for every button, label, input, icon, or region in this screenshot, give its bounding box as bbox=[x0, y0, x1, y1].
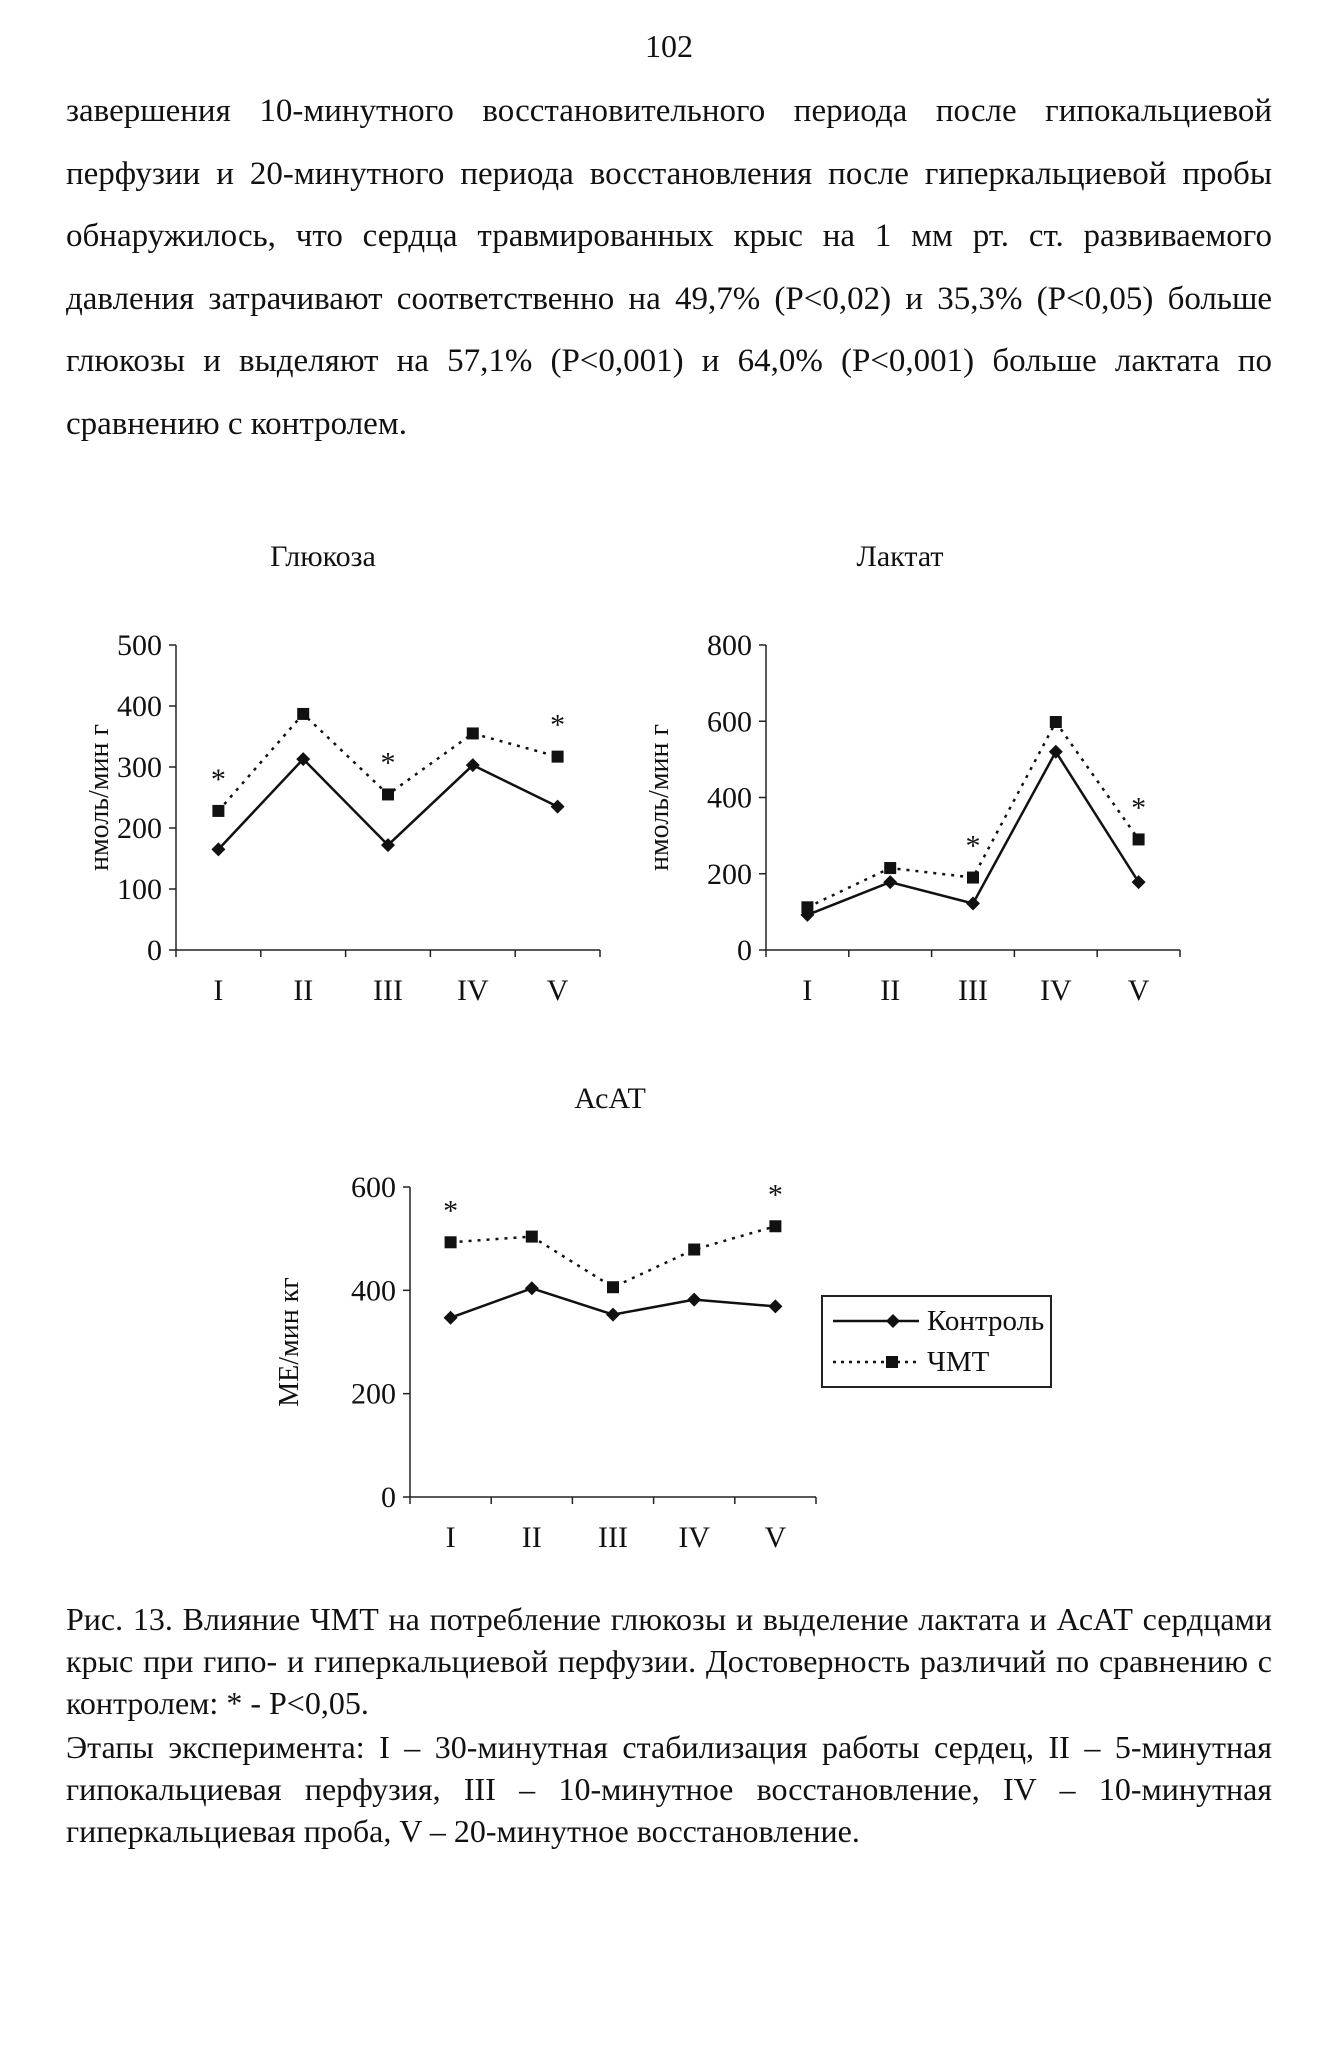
x-tick-label: IV bbox=[1039, 974, 1072, 1007]
x-tick-label: II bbox=[880, 974, 901, 1007]
caption-stages: Этапы эксперимента: I – 30-минутная стабилизация работы сердец, II – 5-минутная гипокальциевая перфузия, III – 10-минутное восстановление, IV – 10-минутная гиперкальциевая проба, V – 20-минутное восстановление. bbox=[66, 1729, 1272, 1849]
marker-tbi bbox=[445, 1236, 457, 1248]
y-tick-label: 100 bbox=[117, 873, 162, 906]
x-tick-label: V bbox=[764, 1521, 787, 1554]
y-axis-label: нмоль/мин г bbox=[84, 723, 115, 872]
significance-star: * bbox=[767, 1178, 783, 1212]
x-tick-label: I bbox=[802, 974, 813, 1007]
significance-star: * bbox=[210, 762, 226, 796]
series-line-tbi bbox=[451, 1226, 776, 1287]
marker-control bbox=[444, 1311, 458, 1325]
y-tick-label: 300 bbox=[117, 751, 162, 784]
significance-star: * bbox=[1131, 791, 1147, 825]
figure-caption bbox=[66, 1598, 1272, 1854]
y-tick-label: 200 bbox=[707, 857, 752, 891]
legend-line-dotted-square-icon bbox=[831, 1352, 921, 1372]
x-tick-label: III bbox=[598, 1521, 628, 1554]
marker-control bbox=[606, 1308, 620, 1322]
x-tick-label: II bbox=[293, 974, 314, 1007]
y-tick-label: 400 bbox=[117, 690, 162, 723]
marker-control bbox=[525, 1281, 539, 1295]
y-axis-label: нмоль/мин г bbox=[644, 723, 675, 872]
x-tick-label: II bbox=[521, 1521, 542, 1554]
legend-label-control: Контроль bbox=[927, 1304, 1045, 1337]
chart-title-glucose: Глюкоза bbox=[270, 540, 376, 573]
chart-title-lactate: Лактат bbox=[856, 540, 944, 573]
significance-star: * bbox=[380, 746, 396, 780]
chart-legend bbox=[821, 1295, 1052, 1388]
y-tick-label: 0 bbox=[737, 934, 752, 967]
y-tick-label: 600 bbox=[707, 705, 752, 739]
x-tick-label: IV bbox=[678, 1521, 711, 1554]
x-tick-label: III bbox=[958, 974, 988, 1007]
legend-line-solid-diamond-icon bbox=[831, 1311, 921, 1331]
significance-star: * bbox=[965, 829, 981, 863]
x-tick-label: III bbox=[373, 974, 403, 1007]
legend-item-control bbox=[831, 1301, 1044, 1341]
y-tick-label: 200 bbox=[117, 812, 162, 845]
legend-label-tbi: ЧМТ bbox=[927, 1345, 990, 1378]
x-tick-label: V bbox=[546, 974, 569, 1007]
marker-tbi bbox=[607, 1281, 619, 1293]
y-tick-label: 600 bbox=[351, 1171, 396, 1204]
legend-item-tbi bbox=[831, 1342, 989, 1382]
y-tick-label: 200 bbox=[351, 1377, 396, 1411]
caption-text: Рис. 13. Влияние ЧМТ на потребление глюкозы и выделение лактата и АсАТ сердцами крыс при гипо- и гиперкальциевой перфузии. Достоверность различий по сравнению с контролем: * - P<0,05. bbox=[66, 1601, 1272, 1721]
marker-tbi bbox=[526, 1231, 538, 1243]
y-axis-label: МЕ/мин кг bbox=[274, 1277, 305, 1407]
y-tick-label: 800 bbox=[707, 629, 752, 662]
x-tick-label: I bbox=[213, 974, 224, 1007]
chart-title-asat: АсАТ bbox=[574, 1082, 646, 1115]
marker-tbi bbox=[769, 1220, 781, 1232]
y-tick-label: 400 bbox=[707, 781, 752, 815]
y-tick-label: 0 bbox=[381, 1481, 396, 1514]
marker-control bbox=[768, 1299, 782, 1313]
y-tick-label: 400 bbox=[351, 1274, 396, 1308]
significance-star: * bbox=[443, 1194, 459, 1228]
paragraph-text: завершения 10-минутного восстановительного периода после гипокальциевой перфузии и 20-минутного периода восстановления после гиперкальциевой пробы обнаружилось, что сердца травмированных крыс на 1 мм рт. ст. развиваемого давления затрачивают соответственно на 49,7% (P<0,02) и 35,3% (P<0,05) больше глюкозы и выделяют на 57,1% (P<0,001) и 64,0% (P<0,001) больше лактата по сравнению с контролем. bbox=[66, 93, 1272, 442]
x-tick-label: IV bbox=[456, 974, 489, 1007]
y-tick-label: 500 bbox=[117, 629, 162, 662]
x-tick-label: V bbox=[1127, 974, 1150, 1007]
marker-tbi bbox=[688, 1244, 700, 1256]
x-tick-label: I bbox=[445, 1521, 456, 1554]
y-tick-label: 0 bbox=[147, 934, 162, 967]
marker-control bbox=[687, 1293, 701, 1307]
page-number: 102 bbox=[645, 28, 693, 64]
significance-star: * bbox=[550, 708, 566, 742]
